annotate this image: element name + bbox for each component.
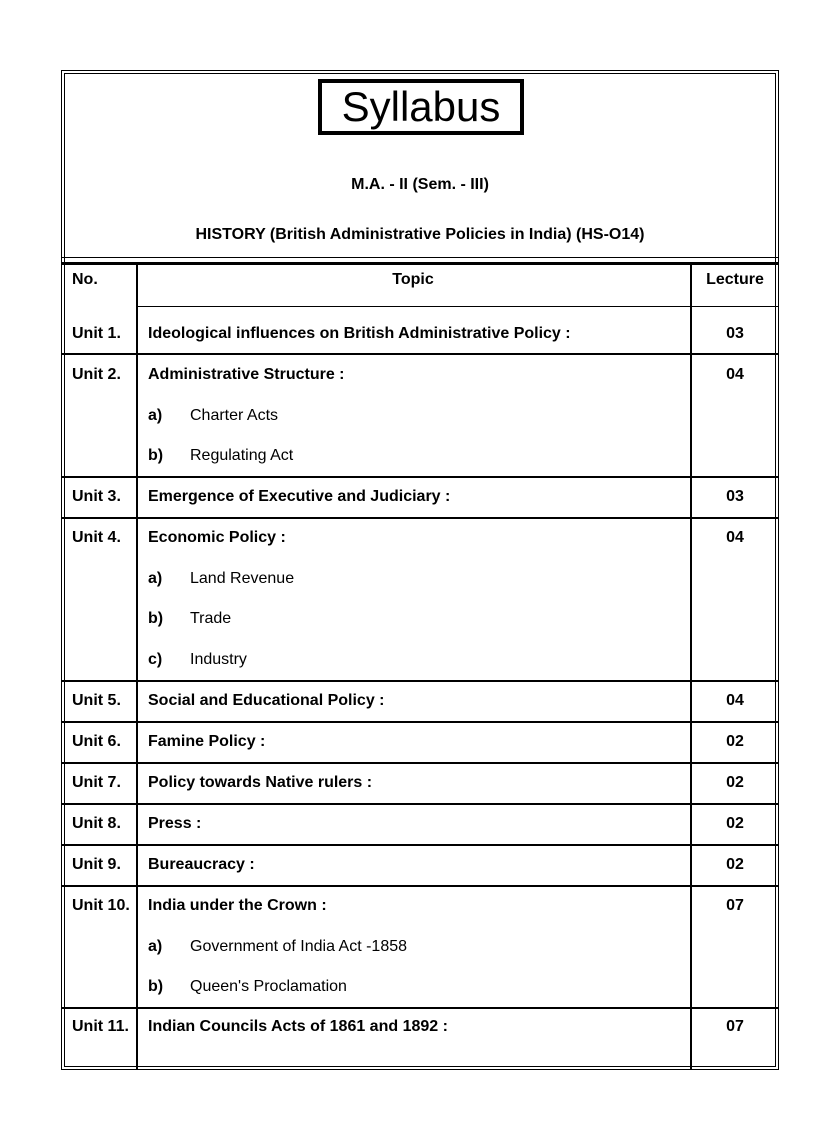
row-separator	[62, 721, 778, 723]
unit-lecture-count: 07	[726, 1018, 744, 1035]
unit-lecture-count: 04	[726, 529, 744, 546]
unit-topic: Indian Councils Acts of 1861 and 1892 :	[148, 1018, 448, 1035]
subtopic-text: Land Revenue	[190, 570, 295, 587]
subtopic-text: Government of India Act -1858	[190, 938, 408, 955]
unit-number: Unit 7.	[72, 774, 121, 791]
row-separator	[62, 1007, 778, 1009]
column-divider-no	[136, 263, 138, 1069]
subtopic-letter: a)	[148, 938, 163, 955]
unit-lecture-count: 04	[726, 692, 744, 709]
subtopic-text: Queen's Proclamation	[190, 978, 347, 995]
unit-topic: Famine Policy :	[148, 733, 266, 750]
header-topic: Topic	[392, 271, 434, 288]
subtopic-letter: c)	[148, 651, 163, 668]
unit-lecture-count: 04	[726, 366, 744, 383]
unit-number: Unit 3.	[72, 488, 121, 505]
row-separator	[62, 844, 778, 846]
subtopic-text: Industry	[190, 651, 247, 668]
row-separator	[62, 353, 778, 355]
header-top-rule-thick	[62, 262, 778, 265]
unit-number: Unit 11.	[72, 1018, 129, 1035]
unit-number: Unit 5.	[72, 692, 121, 709]
subtopic-letter: a)	[148, 570, 163, 587]
unit-number: Unit 6.	[72, 733, 121, 750]
subject-title: HISTORY (British Administrative Policies in India) (HS-O14)	[195, 226, 645, 243]
row-separator	[62, 517, 778, 519]
unit-lecture-count: 03	[726, 488, 744, 505]
unit-number: Unit 2.	[72, 366, 121, 383]
unit-lecture-count: 02	[726, 815, 744, 832]
row-separator	[62, 680, 778, 682]
page-frame-inner	[64, 73, 776, 1067]
unit-number: Unit 1.	[72, 325, 121, 342]
header-lecture: Lecture	[706, 271, 764, 288]
unit-topic: Bureaucracy :	[148, 856, 255, 873]
unit-topic: Ideological influences on British Administrative Policy :	[148, 325, 571, 342]
row-separator	[62, 885, 778, 887]
unit-topic: Policy towards Native rulers :	[148, 774, 373, 791]
header-bottom-rule	[136, 306, 778, 307]
unit-number: Unit 10.	[72, 897, 130, 914]
subtopic-text: Regulating Act	[190, 447, 294, 464]
unit-topic: Emergence of Executive and Judiciary :	[148, 488, 451, 505]
unit-lecture-count: 02	[726, 856, 744, 873]
row-separator	[62, 762, 778, 764]
unit-topic: India under the Crown :	[148, 897, 327, 914]
subtopic-text: Trade	[190, 610, 232, 627]
unit-topic: Press :	[148, 815, 202, 832]
subtopic-text: Charter Acts	[190, 407, 279, 424]
subtopic-letter: b)	[148, 610, 164, 627]
unit-topic: Social and Educational Policy :	[148, 692, 385, 709]
page-frame	[61, 70, 779, 1070]
unit-lecture-count: 02	[726, 774, 744, 791]
unit-topic: Economic Policy :	[148, 529, 286, 546]
unit-number: Unit 4.	[72, 529, 121, 546]
unit-lecture-count: 02	[726, 733, 744, 750]
unit-lecture-count: 07	[726, 897, 744, 914]
syllabus-title: Syllabus	[318, 79, 524, 135]
row-separator	[62, 803, 778, 805]
subtopic-letter: b)	[148, 978, 164, 995]
unit-topic: Administrative Structure :	[148, 366, 345, 383]
unit-lecture-count: 03	[726, 325, 744, 342]
unit-number: Unit 9.	[72, 856, 121, 873]
subtopic-letter: a)	[148, 407, 163, 424]
row-separator	[62, 476, 778, 478]
unit-number: Unit 8.	[72, 815, 121, 832]
header-no: No.	[72, 271, 98, 288]
course-name: M.A. - II (Sem. - III)	[351, 176, 489, 193]
header-top-rule	[62, 257, 778, 258]
subtopic-letter: b)	[148, 447, 164, 464]
